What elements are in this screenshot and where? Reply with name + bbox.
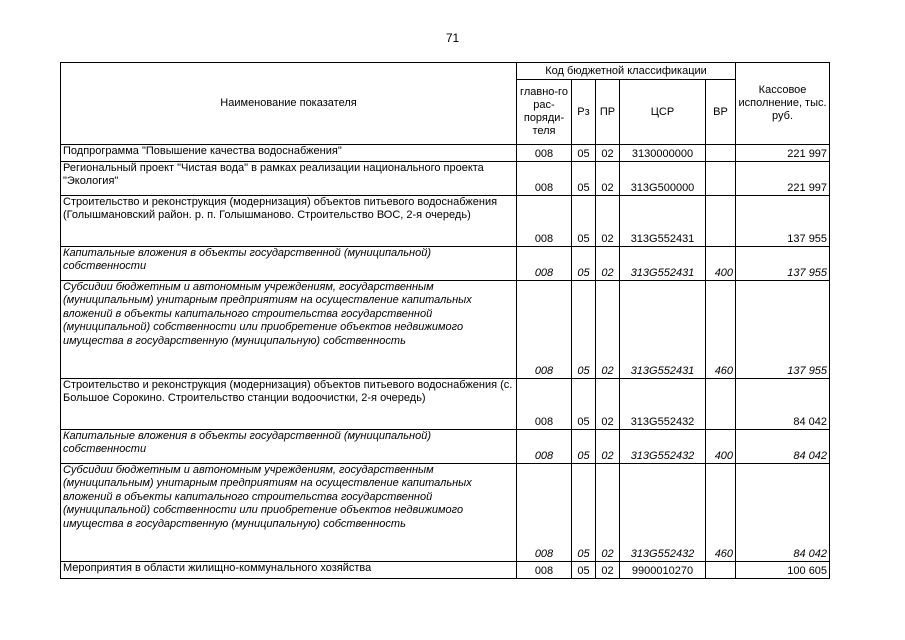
header-manager: главно-го рас-поряди-теля xyxy=(517,80,572,145)
row-name: Региональный проект "Чистая вода" в рамках реализации национального проекта "Экология" xyxy=(61,162,517,196)
row-csr: 313G552431 xyxy=(620,247,706,281)
row-vr xyxy=(706,162,736,196)
table-row xyxy=(61,430,830,464)
row-name: Подпрограмма "Повышение качества водоснабжения" xyxy=(61,145,517,162)
row-csr: 313G552432 xyxy=(620,379,706,430)
row-grbs: 008 xyxy=(517,247,572,281)
page-number: 71 xyxy=(445,31,460,45)
row-csr: 313G552432 xyxy=(620,464,706,562)
row-name: Строительство и реконструкция (модернизация) объектов питьевого водоснабжения (с. Большое Сорокино. Строительство станции водоочистки, 2-я очередь) xyxy=(61,379,517,430)
row-amount: 100 605 xyxy=(736,562,830,579)
row-grbs: 008 xyxy=(517,145,572,162)
row-grbs: 008 xyxy=(517,562,572,579)
row-vr: 400 xyxy=(706,430,736,464)
row-csr: 3130000000 xyxy=(620,145,706,162)
table-row xyxy=(61,379,830,430)
row-csr: 9900010270 xyxy=(620,562,706,579)
row-amount: 137 955 xyxy=(736,247,830,281)
budget-table xyxy=(60,62,830,579)
table-row xyxy=(61,196,830,247)
row-amount: 84 042 xyxy=(736,464,830,562)
header-code-group: Код бюджетной классификации xyxy=(517,63,736,80)
row-vr: 460 xyxy=(706,281,736,379)
table-row xyxy=(61,162,830,196)
row-pr: 02 xyxy=(596,281,620,379)
table-row xyxy=(61,145,830,162)
row-pr: 02 xyxy=(596,196,620,247)
row-vr xyxy=(706,379,736,430)
row-name: Мероприятия в области жилищно-коммунального хозяйства xyxy=(61,562,517,579)
row-rz: 05 xyxy=(572,379,596,430)
row-pr: 02 xyxy=(596,145,620,162)
table-row xyxy=(61,281,830,379)
row-vr xyxy=(706,562,736,579)
header-indicator: Наименование показателя xyxy=(61,63,517,145)
table-row xyxy=(61,464,830,562)
row-vr xyxy=(706,145,736,162)
row-name: Строительство и реконструкция (модернизация) объектов питьевого водоснабжения (Голышмановский район. р. п. Голышманово. Строительство ВОС, 2-я очередь) xyxy=(61,196,517,247)
row-amount: 137 955 xyxy=(736,281,830,379)
row-vr xyxy=(706,196,736,247)
row-grbs: 008 xyxy=(517,196,572,247)
table-row xyxy=(61,247,830,281)
row-csr: 313G552432 xyxy=(620,430,706,464)
header-pr: ПР xyxy=(596,80,620,145)
header-rz: Рз xyxy=(572,80,596,145)
row-rz: 05 xyxy=(572,562,596,579)
row-rz: 05 xyxy=(572,196,596,247)
row-name: Капитальные вложения в объекты государственной (муниципальной) собственности xyxy=(61,430,517,464)
row-csr: 313G500000 xyxy=(620,162,706,196)
row-name: Субсидии бюджетным и автономным учреждениям, государственным (муниципальным) унитарным предприятиям на осуществление капитальных вложений в объекты капитального строительства государственной (муниципальной) собственности или приобретение объектов недвижимого имущества в государственную (муниципальную) собственность xyxy=(61,464,517,562)
row-vr: 400 xyxy=(706,247,736,281)
row-csr: 313G552431 xyxy=(620,281,706,379)
row-csr: 313G552431 xyxy=(620,196,706,247)
table-row xyxy=(61,562,830,579)
row-grbs: 008 xyxy=(517,162,572,196)
row-pr: 02 xyxy=(596,247,620,281)
row-pr: 02 xyxy=(596,379,620,430)
row-name: Капитальные вложения в объекты государственной (муниципальной) собственности xyxy=(61,247,517,281)
row-grbs: 008 xyxy=(517,379,572,430)
row-pr: 02 xyxy=(596,562,620,579)
row-rz: 05 xyxy=(572,281,596,379)
row-amount: 221 997 xyxy=(736,145,830,162)
row-amount: 221 997 xyxy=(736,162,830,196)
row-vr: 460 xyxy=(706,464,736,562)
row-rz: 05 xyxy=(572,145,596,162)
row-rz: 05 xyxy=(572,464,596,562)
row-rz: 05 xyxy=(572,162,596,196)
header-execution: Кассовое исполнение, тыс. руб. xyxy=(736,63,830,145)
row-grbs: 008 xyxy=(517,281,572,379)
row-name: Субсидии бюджетным и автономным учреждениям, государственным (муниципальным) унитарным предприятиям на осуществление капитальных вложений в объекты капитального строительства государственной (муниципальной) собственности или приобретение объектов недвижимого имущества в государственную (муниципальную) собственность xyxy=(61,281,517,379)
row-grbs: 008 xyxy=(517,464,572,562)
header-vr: ВР xyxy=(706,80,736,145)
row-amount: 84 042 xyxy=(736,379,830,430)
row-grbs: 008 xyxy=(517,430,572,464)
header-csr: ЦСР xyxy=(620,80,706,145)
row-pr: 02 xyxy=(596,464,620,562)
row-rz: 05 xyxy=(572,247,596,281)
row-amount: 137 955 xyxy=(736,196,830,247)
row-pr: 02 xyxy=(596,162,620,196)
row-rz: 05 xyxy=(572,430,596,464)
row-amount: 84 042 xyxy=(736,430,830,464)
row-pr: 02 xyxy=(596,430,620,464)
